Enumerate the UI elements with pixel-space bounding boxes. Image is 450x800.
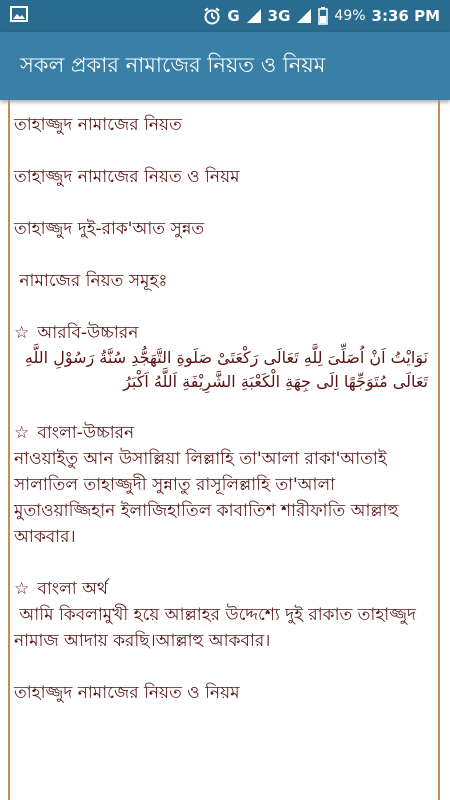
- network-type: 3G: [267, 7, 291, 25]
- carrier-marker: G: [227, 7, 240, 25]
- star-icon: ☆: [14, 579, 30, 599]
- section-title: নামাজের নিয়ত সমূহঃ: [14, 271, 168, 291]
- signal-icon: [296, 8, 312, 24]
- signal-icon: [246, 8, 262, 24]
- star-icon: ☆: [14, 423, 30, 443]
- status-bar: [0, 0, 450, 32]
- app-bar: [0, 32, 450, 100]
- star-icon: ☆: [14, 323, 30, 343]
- content-area[interactable]: [0, 100, 450, 800]
- meaning-heading-row: [14, 576, 436, 602]
- alarm-icon: [203, 7, 221, 25]
- clock: 3:36 PM: [371, 7, 440, 25]
- heading-two-rakat: তাহাজ্জুদ দুই-রাক'আত সুন্নত: [14, 219, 205, 239]
- arabic-heading-row: [14, 320, 436, 346]
- arabic-heading: আরবি-উচ্চারন: [37, 323, 139, 343]
- image-icon: [10, 6, 30, 24]
- article-text: [14, 112, 436, 706]
- battery-percent: 49%: [334, 8, 366, 24]
- battery-icon: [318, 7, 328, 25]
- bangla-pronunciation: নাওয়াইতু আন উসাল্লিয়া লিল্লাহি তা'আলা রাকা'আতাই সালাতিল তাহাজ্জুদী সুন্নাতু রাসূলিল্লাহি তা'আলা মুতাওয়াজ্জিহান ইলাজিহাতিল কাবাতিশ শারীফাতি আল্লাহু আকবার।: [14, 449, 399, 547]
- meaning-heading: বাংলা অর্থ: [37, 579, 108, 599]
- status-icons: [203, 0, 440, 32]
- heading-tahajjud-niyat: তাহাজ্জুদ নামাজের নিয়ত: [14, 115, 182, 135]
- bangla-heading: বাংলা-উচ্চারন: [37, 423, 135, 443]
- bangla-heading-row: [14, 420, 436, 446]
- meaning-text: আমি কিবলামুখী হয়ে আল্লাহর উদ্দেশ্যে দুই রাকাত তাহাজ্জুদ নামাজ আদায় করছি।আল্লাহু আকবার।: [14, 605, 422, 651]
- arabic-text: نَوَايْتُ اَنْ اُصَلِّىَ لِلَّهِ تَعَالَى رَكْعَتَىْ صَلَوةِ التَّهَجُّدِ سُنَّةُ رَسُوْلِ اللَّهِ تَعَالَى مُتَوَجِّهًا اِلَى جِهَةِ الْكَعْبَةِ الشَّرِيْفَةِ اَللَّهُ اَكْبَرُ: [24, 348, 428, 391]
- heading-niyat-niyam-repeat: তাহাজ্জুদ নামাজের নিয়ত ও নিয়ম: [14, 683, 240, 703]
- page-title: সকল প্রকার নামাজের নিয়ত ও নিয়ম: [20, 53, 326, 77]
- heading-niyat-niyam: তাহাজ্জুদ নামাজের নিয়ত ও নিয়ম: [14, 167, 240, 187]
